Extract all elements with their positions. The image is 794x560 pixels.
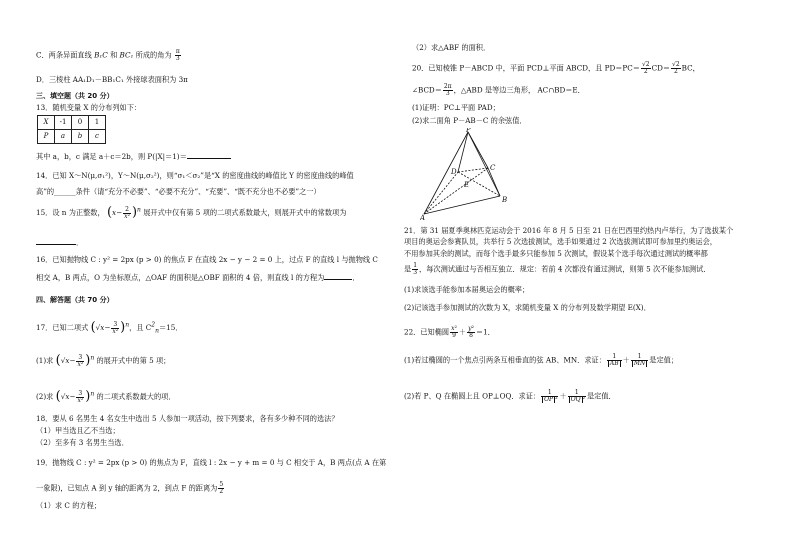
table-cell: 0 [72,116,89,130]
part-text-b: 是定值． [586,391,616,401]
question-20-part2: (2)求二面角 P－AB－C 的余弦值． [412,116,527,125]
binomial-expression: (√x− $\frac{3}{\text{x²}}$ )$^n$ [90,320,130,335]
table-cell: b [72,130,89,144]
vertex-label: C [490,164,496,172]
question-18-part1: （1）甲当选且乙不当选； [36,426,120,435]
question-19-part1: （1）求 C 的方程； [36,501,101,510]
question-14-line2: 高”的______条件（请“充分不必要”、“必要不充分”、“充要”、“既不充分也不必要”之一） [36,187,321,196]
question-21-part1: (1)求该选手能参加本届奥运会的概率； [404,285,530,294]
part-label: (2)求 [36,392,54,402]
question-21-line1: 21．第 31 届夏季奥林匹克运动会于 2016 年 8 月 5 日至 21 日在巴西里约热内卢举行，为了选拔某个 [404,226,734,235]
edge-ab [424,196,500,214]
section-solutions: 四、解答题（共 70 分） [36,296,114,304]
question-22-text: 22．已知椭圆 [404,327,450,337]
question-17-text-b: ，且 C [129,323,152,333]
question-13-text: 其中 a，b，c 满足 a＋c＝2b，则 P(|X|＝1)＝ [36,152,187,161]
question-16-line2: 相交 A，B 两点，O 为坐标原点，△OAF 的面积是△OBF 面积的 4 倍，则直线 l 的方程为 ． [36,273,360,282]
question-16-line1: 16．已知抛物线 C : y² = 2px (p > 0) 的焦点 F 在直线 2x − y − 2 = 0 上，过点 F 的直线 l 与抛物线 C [36,255,378,264]
question-22-eq: ＝1． [475,327,495,337]
question-13-condition [36,152,231,161]
question-15-text: 15．设 n 为正整数， [36,208,105,218]
option-c-text: C．两条异面直线 [36,50,95,60]
vertex-label: A [420,214,426,220]
option-c-angle: 所成的角为 [133,50,174,60]
question-21-part2: (2)记该选手参加测试的次数为 X，求随机变量 X 的分布列及数学期望 E(X)． [404,303,651,312]
question-20-line1: 20．已知棱锥 P－ABCD 中，平面 PCD⊥平面 ABCD，且 PD＝PC＝ $\frac{√2}{2}$ CD＝ $\frac{√2}{2}$ BC， [412,61,700,75]
question-17-text-c: ＝15． [158,323,183,333]
question-19-line2: 一象限)，已知点 A 到 y 轴的距离为 2，到点 F 的距离为 $\frac{5}{2}$ [36,481,224,495]
question-21-line4: 是 $\frac{1}{3}$ ，每次测试通过与否相互独立．规定：若前 4 次都没有通过测试，则第 5 次不能参加测试． [404,262,711,276]
vertex-label: P [466,128,471,134]
frac-numerator: π [175,48,180,55]
part-text-b: 是定值； [649,355,679,365]
question-19-part2: （2）求△ABF 的面积． [412,43,491,52]
section-fill-in: 三、填空题（共 20 分） [36,92,114,100]
question-22-part1: (1)若过椭圆的一个焦点引两条互相垂直的弦 AB、MN．求证： $\frac{1}{AB}$ ＋ $\frac{1}{MN}$ 是定值； [404,353,679,367]
question-21-line2: 项目的奥运会参赛队员，共举行 5 次选拔测试，选手如果通过 2 次选拔测试即可参加里约奥运会， [404,237,717,246]
edge-bc [488,168,500,196]
question-20-angle: ∠BCD＝ [412,85,442,95]
question-20-text-c: BC， [681,63,700,73]
table-cell: -1 [55,116,72,130]
question-20-text-d: ，△ABD 是等边三角形， AC∩BD＝E． [453,85,585,95]
question-17: 17．已知二项式 (√x− $\frac{3}{\text{x²}}$ )$^n$，且 $C^2_n=15$． [36,320,183,335]
question-17-part1: (1)求 (√x− $\frac{3}{\text{x²}}$ )$^n$ 的展开式中的第 5 项； [36,353,171,368]
edge-dc [458,168,488,172]
question-14-line1: 14．已知 X～N(μ,σ₁²)，Y～N(μ,σ₂²)，则“σ₁＜σ₂”是“X 的密度曲线的峰值比 Y 的密度曲线的峰值 [36,171,354,180]
question-21-text: 是 [404,264,412,274]
edge-pd [458,132,468,172]
fraction-pi-3 [175,49,181,62]
part-text: (2)若 P、Q 在椭圆上且 OP⊥OQ．求证： [404,391,541,401]
option-c [36,49,182,62]
table-cell: P [38,130,55,144]
question-22: 22．已知椭圆 $\frac{\text{x²}}{9}$ ＋ $\frac{\text{y²}}{8}$ ＝1． [404,325,495,339]
part-label: (1)求 [36,356,54,366]
option-d: D．三棱柱 AA₁D₁－BB₁C₁ 外接球表面积为 3π [36,75,188,84]
question-18: 18．要从 6 名男生 4 名女生中选出 5 人参加一项活动，按下列要求，各有多少种不同的选法？ [36,414,339,423]
table-row [38,130,106,144]
table-cell: c [89,130,106,144]
question-15-text-b: 展开式中仅有第 5 项的二项式系数最大，则展开式中的常数项为 [143,208,347,218]
question-20-text: 20．已知棱锥 P－ABCD 中，平面 PCD⊥平面 ABCD，且 PD＝PC＝ [412,63,640,73]
line-b1c: B₁C [94,50,108,60]
frac-denominator: 3 [175,55,180,62]
edge-pa [424,132,468,214]
table-row [38,116,106,130]
question-21-line3: 不用参加其余的测试，而每个选手最多只能参加 5 次测试，假设某个选手每次通过测试的概率都 [404,249,708,258]
question-17-text: 17．已知二项式 [36,323,89,333]
part-text: 的展开式中的第 5 项； [96,356,171,366]
question-15-line1 [36,205,346,221]
question-13: 13．随机变量 X 的分布列如下： [36,103,142,112]
distribution-table [37,115,106,144]
part-text: (1)若过椭圆的一个焦点引两条互相垂直的弦 AB、MN．求证： [404,355,606,365]
table-cell: a [55,130,72,144]
question-19-text: 一象限)，已知点 A 到 y 轴的距离为 2，到点 F 的距离为 [36,483,218,493]
vertex-label: E [464,181,470,189]
question-22-part2: (2)若 P、Q 在椭圆上且 OP⊥OQ．求证： $\frac{1}{\text{OP ²}}$ ＋ $\frac{1}{\text{OQ ²}}$ 是定值． [404,389,616,403]
edge-pc [468,132,488,168]
part-text: 的二项式系数最大的项． [96,392,176,402]
answer-blank [324,279,352,280]
binomial-expression: (x− $\frac{2}{\text{x²}}$ )$^n$ [106,205,141,220]
question-16-text: 相交 A，B 两点，O 为坐标原点，△OAF 的面积是△OBF 面积的 4 倍，则直线 l 的方程为 [36,273,325,282]
option-c-and: 和 [107,50,120,60]
line-bc1: BC₁ [119,50,134,60]
question-20-text-b: CD＝ [651,63,671,73]
vertex-label: B [502,196,508,204]
answer-blank: ． [36,238,83,247]
question-21-text-b: ，每次测试通过与否相互独立．规定：若前 4 次都没有通过测试，则第 5 次不能参加测试． [419,264,711,274]
table-cell: 1 [89,116,106,130]
table-cell: X [38,116,55,130]
question-19-line1: 19．抛物线 C : y² = 2px (p > 0) 的焦点为 F，直线 l : 2x − y + m = 0 与 C 相交于 A，B 两点(点 A 在第 [36,458,387,467]
question-18-part2: （2）至多有 3 名男生当选． [36,438,129,447]
question-20-part1: (1)证明：PC⊥平面 PAD； [412,103,500,112]
pyramid-figure [420,128,510,220]
question-20-line2: ∠BCD＝ $\frac{2\pi}{3}$ ，△ABD 是等边三角形， AC∩BD＝E． [412,83,585,97]
vertex-label: D [451,168,457,176]
answer-blank [187,158,231,159]
question-17-part2: (2)求 (√x− $\frac{3}{\text{x²}}$ )$^n$ 的二项式系数最大的项． [36,389,176,404]
